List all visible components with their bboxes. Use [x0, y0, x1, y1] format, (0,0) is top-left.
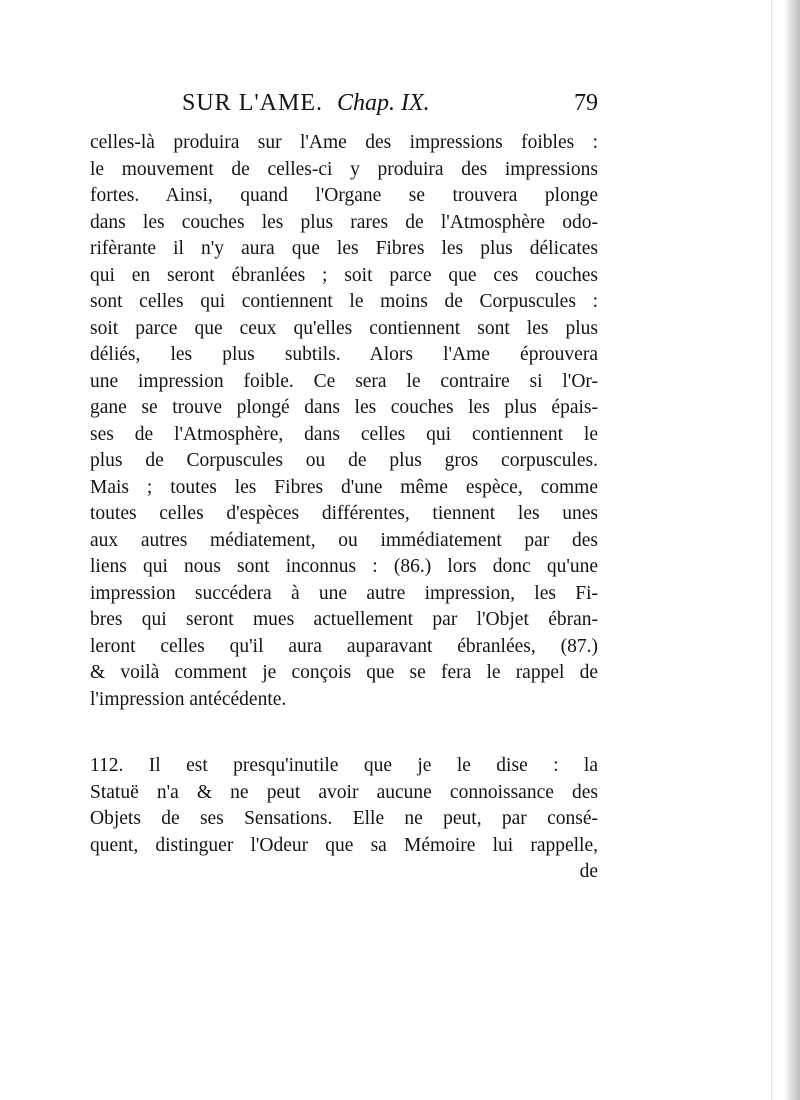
text-line: leront celles qu'il aura auparavant ébranlées, (87.): [90, 635, 598, 657]
text-line: & voilà comment je conçois que se fera le rappel de: [90, 662, 598, 683]
text-line: aux autres médiatement, ou immédiatement par des: [90, 529, 598, 551]
header-chapter: Chap. IX.: [337, 90, 430, 116]
text-line: qui en seront ébranlées ; soit parce que ces couches: [90, 264, 598, 286]
text-line: gane se trouve plongé dans les couches les plus épais-: [90, 397, 598, 418]
text-line: 112. Il est presqu'inutile que je le dise : la: [90, 755, 598, 776]
text-line: l'impression antécédente.: [90, 688, 287, 710]
text-line: fortes. Ainsi, quand l'Organe se trouvera plonge: [90, 185, 598, 206]
page-gutter-line: [771, 0, 772, 1100]
text-line: soit parce que ceux qu'elles contiennent sont les plus: [90, 317, 598, 339]
text-line: celles-là produira sur l'Ame des impressions foibles :: [90, 132, 598, 153]
running-title: [182, 90, 430, 117]
text-line: toutes celles d'espèces différentes, tiennent les unes: [90, 503, 598, 524]
text-line: déliés, les plus subtils. Alors l'Ame éprouvera: [90, 344, 598, 365]
text-line: plus de Corpuscules ou de plus gros corpuscules.: [90, 450, 598, 471]
page-text: [90, 88, 598, 886]
text-line: liens qui nous sont inconnus : (86.) lors donc qu'une: [90, 556, 598, 577]
page-edge-shadow: [784, 0, 800, 1100]
text-line: impression succédera à une autre impression, les Fi-: [90, 582, 598, 604]
text-line: rifèrante il n'y aura que les Fibres les plus délicates: [90, 238, 598, 259]
paragraph-2: [90, 753, 598, 859]
text-line: dans les couches les plus rares de l'Atmosphère odo-: [90, 211, 598, 233]
text-line: Statuë n'a & ne peut avoir aucune connoissance des: [90, 781, 598, 803]
text-line: Objets de ses Sensations. Elle ne peut, par consé-: [90, 808, 598, 829]
page-number: 79: [574, 90, 598, 116]
header-title: SUR L'AME.: [182, 90, 324, 116]
text-line: sont celles qui contiennent le moins de Corpuscules :: [90, 291, 598, 312]
running-header: [90, 88, 598, 130]
text-line: Mais ; toutes les Fibres d'une même espèce, comme: [90, 476, 598, 498]
paragraph-1: [90, 130, 598, 713]
paragraph-gap: [90, 713, 598, 753]
text-line: quent, distinguer l'Odeur que sa Mémoire lui rappelle,: [90, 834, 598, 856]
text-line: une impression foible. Ce sera le contraire si l'Or-: [90, 370, 598, 392]
text-line: ses de l'Atmosphère, dans celles qui contiennent le: [90, 423, 598, 445]
text-line: bres qui seront mues actuellement par l'Objet ébran-: [90, 609, 598, 630]
catchword: de: [579, 861, 598, 882]
text-line: le mouvement de celles-ci y produira des impressions: [90, 158, 598, 180]
